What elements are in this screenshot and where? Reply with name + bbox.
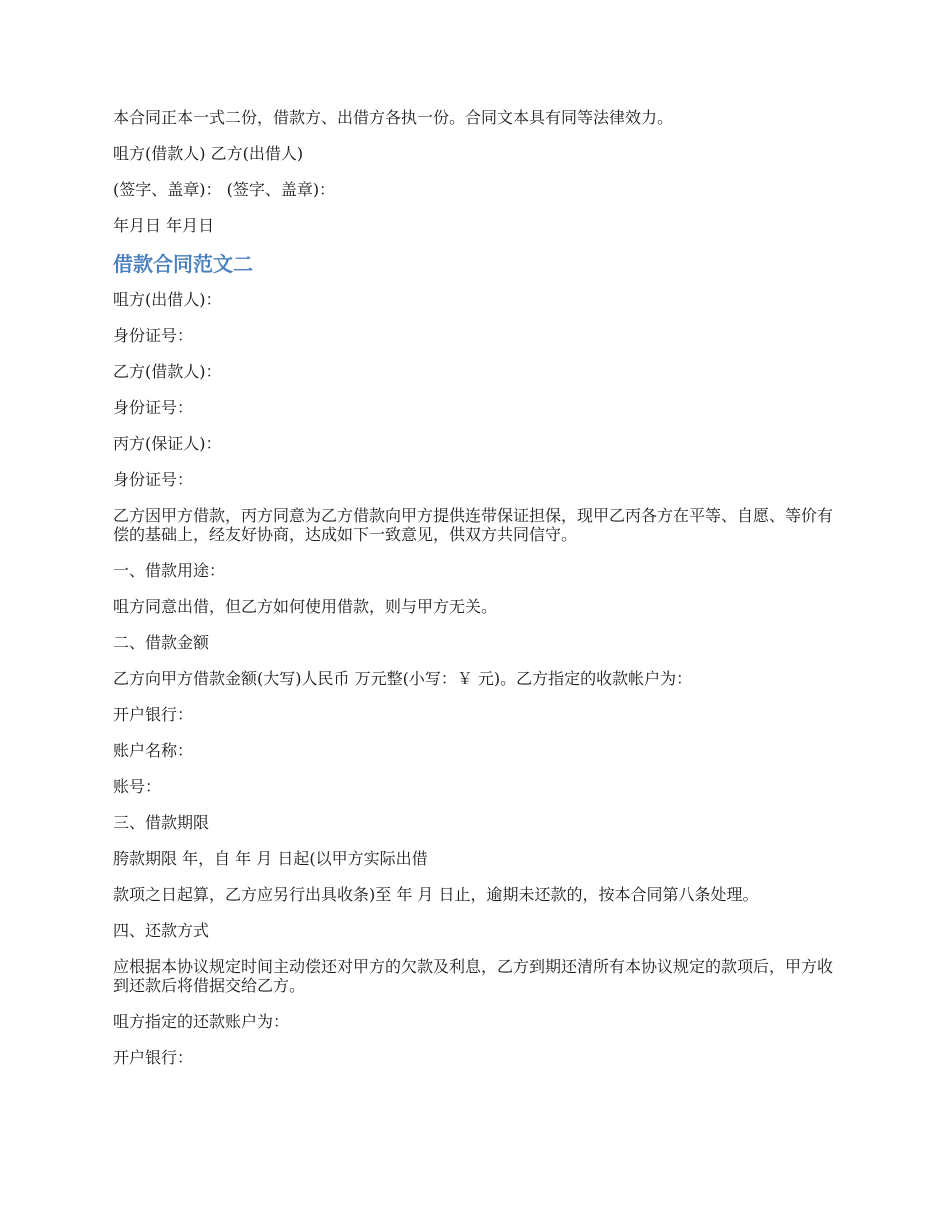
paragraph: (签字、盖章)： (签字、盖章)： [113,180,336,199]
paragraph: 乙方因甲方借款，丙方同意为乙方借款向甲方提供连带保证担保，现甲乙丙各方在平等、自愿、等价有偿的基础上，经友好协商，达成如下一致意见，供双方共同信守。 [113,506,834,544]
paragraph: 身份证号： [113,470,194,489]
paragraph: 胯款期限 年，自 年 月 日起(以甲方实际出借 [113,849,428,868]
paragraph: 咀方同意出借，但乙方如何使用借款，则与甲方无关。 [113,597,498,616]
paragraph: 账户名称： [113,741,194,760]
paragraph: 开户银行： [113,1048,194,1067]
paragraph: 咀方(出借人)： [113,290,222,309]
paragraph: 丙方(保证人)： [113,434,222,453]
paragraph: 一、借款用途： [113,561,226,580]
paragraph: 本合同正本一式二份，借款方、出借方各执一份。合同文本具有同等法律效力。 [113,108,674,127]
paragraph: 年月日 年月日 [113,216,215,235]
document-page [113,108,833,1084]
paragraph: 身份证号： [113,326,194,345]
paragraph: 应根据本协议规定时间主动偿还对甲方的欠款及利息，乙方到期还清所有本协议规定的款项后，甲方收到还款后将借据交给乙方。 [113,957,834,995]
paragraph: 咀方指定的还款账户为： [113,1012,290,1031]
paragraph: 四、还款方式 [113,921,210,940]
paragraph: 开户银行： [113,705,194,724]
paragraph: 乙方向甲方借款金额(大写)人民币 万元整(小写：￥ 元)。乙方指定的收款帐户为： [113,669,693,688]
paragraph: 咀方(借款人) 乙方(出借人) [113,144,304,163]
paragraph: 二、借款金额 [113,633,210,652]
section-heading: 借款合同范文二 [113,252,253,276]
paragraph: 账号： [113,777,162,796]
paragraph: 乙方(借款人)： [113,362,222,381]
paragraph: 款项之日起算，乙方应另行出具收条)至 年 月 日止，逾期未还款的，按本合同第八条处理。 [113,885,759,904]
paragraph: 三、借款期限 [113,813,210,832]
paragraph: 身份证号： [113,398,194,417]
